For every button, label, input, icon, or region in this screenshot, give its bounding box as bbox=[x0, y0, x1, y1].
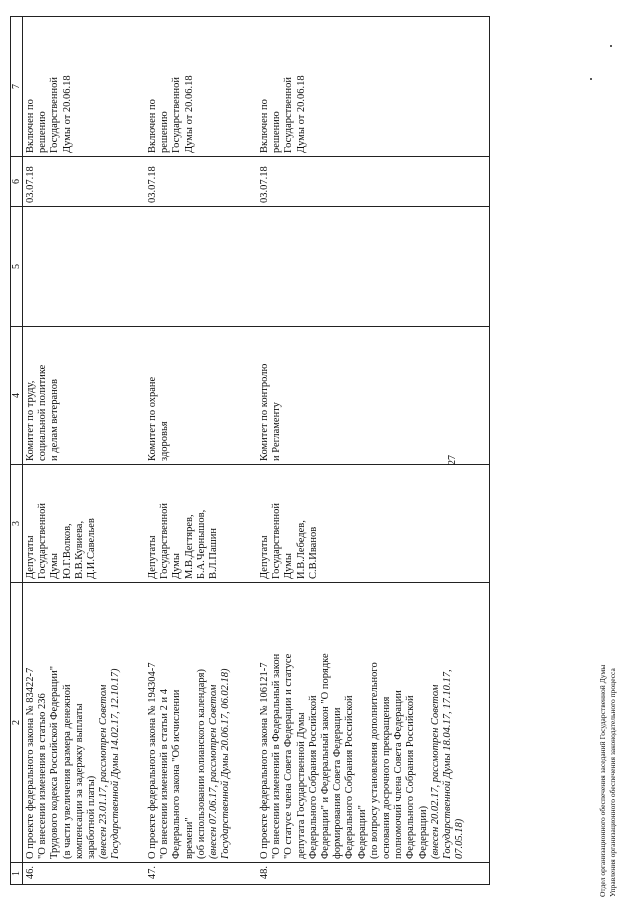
author-line: В.Л.Пашин bbox=[208, 528, 220, 579]
table-row bbox=[145, 17, 257, 885]
committee bbox=[23, 327, 146, 465]
committee bbox=[257, 327, 490, 465]
col-header-4: 4 bbox=[11, 327, 23, 465]
desc-line: "О внесении изменения в статью 236 bbox=[37, 693, 49, 859]
desc-note: Государственной Думы 18.04.17, 17.10.17, bbox=[442, 669, 454, 859]
status-line: Государственной bbox=[283, 77, 295, 153]
author-line: Думы bbox=[171, 553, 183, 579]
date-cell: 03.07.18 bbox=[145, 157, 257, 207]
author-line: В.В.Кувиева, bbox=[73, 520, 85, 579]
status-line: решению bbox=[159, 111, 171, 153]
row-number: 46. bbox=[23, 863, 146, 885]
author-line: Ю.Г.Волков, bbox=[61, 523, 73, 579]
desc-line: Федерации" и Федеральный закон "О порядке bbox=[320, 653, 332, 859]
col-header-5: 5 bbox=[11, 207, 23, 327]
desc-note: Государственной Думы 20.06.17, 06.02.18) bbox=[220, 668, 232, 859]
desc-line: Федерации) bbox=[417, 805, 429, 859]
desc-line: заработной платы) bbox=[86, 775, 98, 859]
desc-line: полномочий члена Совета Федерации bbox=[393, 690, 405, 859]
desc-note: Государственной Думы 14.02.17, 12.10.17) bbox=[110, 668, 122, 859]
bills-table bbox=[10, 16, 490, 885]
author-line: Д.И.Савельев bbox=[86, 518, 98, 579]
desc-line: О проекте федерального закона № 194304-7 bbox=[147, 662, 158, 859]
header-row bbox=[11, 17, 23, 885]
desc-line: О проекте федерального закона № 106121-7 bbox=[259, 662, 270, 859]
committee bbox=[145, 327, 257, 465]
desc-line: формирования Совета Федерации bbox=[332, 707, 344, 859]
footer-line: Управления организационного обеспечения законодательного процесса bbox=[608, 668, 617, 897]
author-line: Думы bbox=[49, 553, 61, 579]
desc-line: депутата Государственной Думы bbox=[295, 712, 307, 859]
page-number: 27 bbox=[447, 455, 458, 465]
author-line: Государственной bbox=[159, 503, 171, 579]
date-cell: 03.07.18 bbox=[23, 157, 146, 207]
status-line: Думы от 20.06.18 bbox=[61, 75, 73, 153]
author-line: Депутаты bbox=[25, 535, 36, 579]
status-cell bbox=[23, 17, 146, 157]
row-number: 48. bbox=[257, 863, 490, 885]
author-line: Государственной bbox=[37, 503, 49, 579]
author-line: Депутаты bbox=[259, 535, 270, 579]
author-line: Государственной bbox=[271, 503, 283, 579]
date-cell: 03.07.18 bbox=[257, 157, 490, 207]
status-line: Думы от 20.06.18 bbox=[295, 75, 307, 153]
desc-line: (в части увеличения размера денежной bbox=[61, 684, 73, 859]
scan-speck bbox=[590, 78, 592, 80]
col-header-2: 2 bbox=[11, 583, 23, 863]
desc-line: (по вопросу установления дополнительного bbox=[368, 662, 380, 859]
desc-line: Федерального Собрания Российской bbox=[344, 695, 356, 859]
table-row bbox=[257, 17, 490, 885]
desc-line: "О внесении изменений в статьи 2 и 4 bbox=[159, 689, 171, 859]
status-cell bbox=[145, 17, 257, 157]
committee-line: Комитет по контролю bbox=[259, 363, 270, 461]
status-line: Включен по bbox=[259, 99, 270, 153]
status-line: Включен по bbox=[147, 99, 158, 153]
desc-line: (об использовании юлианского календаря) bbox=[195, 669, 207, 859]
bill-description bbox=[23, 583, 146, 863]
committee-line: здоровья bbox=[159, 421, 171, 461]
scan-speck bbox=[610, 45, 612, 47]
desc-line: основания досрочного прекращения bbox=[381, 696, 393, 859]
desc-note: 07.05.18) bbox=[454, 818, 466, 859]
table-row bbox=[23, 17, 146, 885]
desc-note: (внесен 20.02.17, рассмотрен Советом bbox=[429, 684, 441, 859]
status-line: Государственной bbox=[49, 77, 61, 153]
row-number: 47. bbox=[145, 863, 257, 885]
col-header-3: 3 bbox=[11, 465, 23, 583]
status-line: Государственной bbox=[171, 77, 183, 153]
col5-cell bbox=[23, 207, 146, 327]
col5-cell bbox=[257, 207, 490, 327]
authors bbox=[23, 465, 146, 583]
author-line: С.В.Иванов bbox=[307, 526, 319, 579]
authors bbox=[145, 465, 257, 583]
col5-cell bbox=[145, 207, 257, 327]
status-line: решению bbox=[271, 111, 283, 153]
footer bbox=[598, 665, 618, 897]
committee-line: Комитет по труду, bbox=[25, 380, 36, 461]
status-line: решению bbox=[37, 111, 49, 153]
desc-line: "О внесении изменений в Федеральный закон bbox=[271, 653, 283, 859]
desc-line: Федерального Собрания Российской bbox=[307, 695, 319, 859]
desc-line: времени" bbox=[183, 817, 195, 859]
committee-line: и Регламенту bbox=[271, 402, 283, 461]
col-header-1: 1 bbox=[11, 863, 23, 885]
committee-line: Комитет по охране bbox=[147, 376, 158, 461]
col-header-6: 6 bbox=[11, 157, 23, 207]
desc-line: Федерального закона "Об исчислении bbox=[171, 689, 183, 859]
desc-line: Федерального Собрания Российской bbox=[405, 695, 417, 859]
status-line: Включен по bbox=[25, 99, 36, 153]
author-line: Б.А.Чернышов, bbox=[195, 509, 207, 579]
status-cell bbox=[257, 17, 490, 157]
author-line: Думы bbox=[283, 553, 295, 579]
bill-description bbox=[257, 583, 490, 863]
desc-line: О проекте федерального закона № 83422-7 bbox=[25, 667, 36, 859]
desc-note: (внесен 23.01.17, рассмотрен Советом bbox=[98, 684, 110, 859]
desc-note: (внесен 07.06.17, рассмотрен Советом bbox=[208, 684, 220, 859]
bill-description bbox=[145, 583, 257, 863]
author-line: Депутаты bbox=[147, 535, 158, 579]
footer-line: Отдел организационного обеспечения заседаний Государственной Думы bbox=[598, 664, 607, 897]
col-header-7: 7 bbox=[11, 17, 23, 157]
committee-line: и делам ветеранов bbox=[49, 379, 61, 461]
desc-line: "О статусе члена Совета Федерации и статусе bbox=[283, 653, 295, 859]
status-line: Думы от 20.06.18 bbox=[183, 75, 195, 153]
committee-line: социальной политике bbox=[37, 364, 49, 461]
desc-line: Трудового кодекса Российской Федерации" bbox=[49, 665, 61, 859]
desc-line: Федерации" bbox=[356, 805, 368, 859]
authors bbox=[257, 465, 490, 583]
author-line: М.В.Дегтярев, bbox=[183, 514, 195, 579]
author-line: И.В.Лебедев, bbox=[295, 520, 307, 579]
desc-line: компенсации за задержку выплаты bbox=[73, 703, 85, 859]
